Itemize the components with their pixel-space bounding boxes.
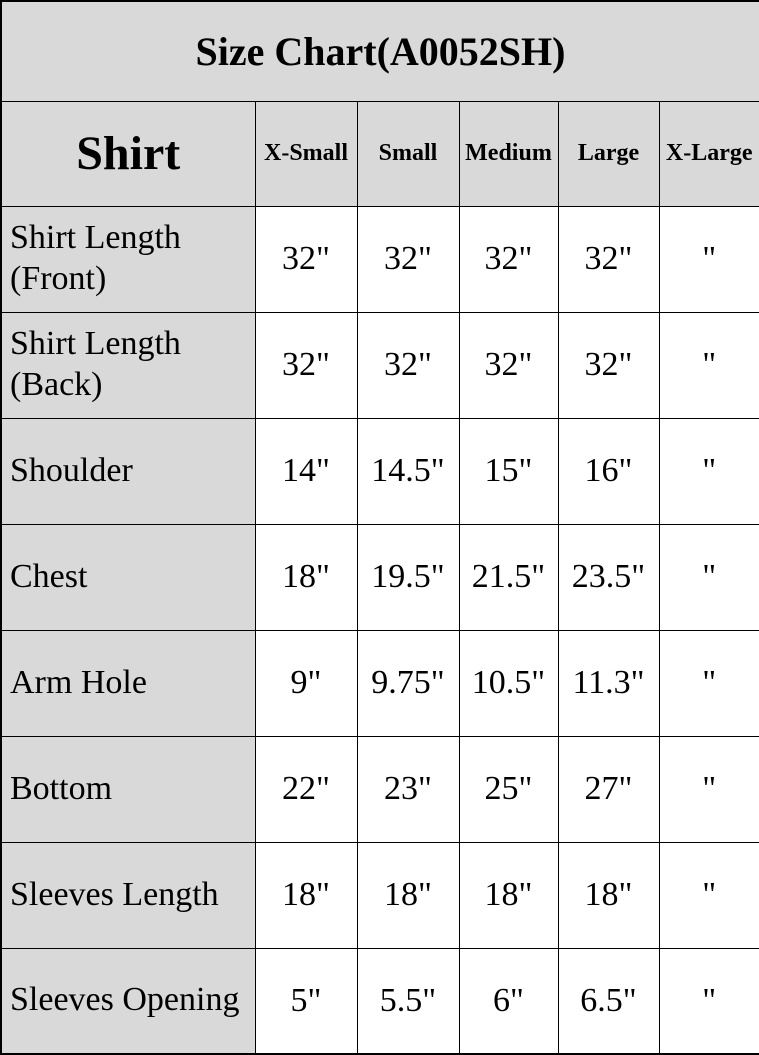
size-value-cell: " — [659, 418, 759, 524]
table-row — [1, 736, 759, 842]
size-value-cell: 18" — [558, 842, 659, 948]
size-value-cell: " — [659, 948, 759, 1054]
row-label-shirt-length-front: Shirt Length (Front) — [1, 206, 255, 312]
size-value-cell: 23.5" — [558, 524, 659, 630]
size-value-cell: 18" — [255, 524, 357, 630]
size-value-cell: 19.5" — [357, 524, 459, 630]
size-value-cell: 32" — [459, 312, 558, 418]
column-header-large: Large — [558, 101, 659, 206]
size-value-cell: 5" — [255, 948, 357, 1054]
table-row — [1, 312, 759, 418]
size-value-cell: 5.5" — [357, 948, 459, 1054]
row-label-sleeves-opening: Sleeves Opening — [1, 948, 255, 1054]
size-value-cell: 32" — [357, 312, 459, 418]
size-chart-title: Size Chart(A0052SH) — [1, 1, 759, 101]
size-value-cell: 18" — [459, 842, 558, 948]
table-row — [1, 524, 759, 630]
size-value-cell: 10.5" — [459, 630, 558, 736]
size-value-cell: 14" — [255, 418, 357, 524]
size-value-cell: 18" — [255, 842, 357, 948]
header-row — [1, 101, 759, 206]
size-value-cell: 16" — [558, 418, 659, 524]
size-value-cell: 21.5" — [459, 524, 558, 630]
size-value-cell: " — [659, 842, 759, 948]
size-value-cell: 32" — [558, 206, 659, 312]
size-value-cell: 32" — [459, 206, 558, 312]
size-value-cell: " — [659, 630, 759, 736]
table-row — [1, 842, 759, 948]
size-value-cell: " — [659, 736, 759, 842]
column-header-x-large: X-Large — [659, 101, 759, 206]
row-label-shoulder: Shoulder — [1, 418, 255, 524]
size-value-cell: " — [659, 524, 759, 630]
table-row — [1, 418, 759, 524]
size-value-cell: 23" — [357, 736, 459, 842]
size-value-cell: 11.3" — [558, 630, 659, 736]
size-value-cell: 15" — [459, 418, 558, 524]
column-header-medium: Medium — [459, 101, 558, 206]
size-value-cell: " — [659, 312, 759, 418]
column-header-shirt: Shirt — [1, 101, 255, 206]
row-label-sleeves-length: Sleeves Length — [1, 842, 255, 948]
size-value-cell: 32" — [255, 206, 357, 312]
size-value-cell: 9.75" — [357, 630, 459, 736]
size-value-cell: 18" — [357, 842, 459, 948]
size-value-cell: 25" — [459, 736, 558, 842]
size-value-cell: 9" — [255, 630, 357, 736]
row-label-shirt-length-back: Shirt Length (Back) — [1, 312, 255, 418]
size-value-cell: 32" — [357, 206, 459, 312]
column-header-small: Small — [357, 101, 459, 206]
size-value-cell: 32" — [255, 312, 357, 418]
table-row — [1, 948, 759, 1054]
size-value-cell: 6.5" — [558, 948, 659, 1054]
table-row — [1, 206, 759, 312]
row-label-chest: Chest — [1, 524, 255, 630]
size-value-cell: 22" — [255, 736, 357, 842]
size-value-cell: 6" — [459, 948, 558, 1054]
row-label-arm-hole: Arm Hole — [1, 630, 255, 736]
column-header-x-small: X-Small — [255, 101, 357, 206]
title-row — [1, 1, 759, 101]
row-label-bottom: Bottom — [1, 736, 255, 842]
size-value-cell: " — [659, 206, 759, 312]
size-value-cell: 32" — [558, 312, 659, 418]
table-row — [1, 630, 759, 736]
size-value-cell: 27" — [558, 736, 659, 842]
size-value-cell: 14.5" — [357, 418, 459, 524]
